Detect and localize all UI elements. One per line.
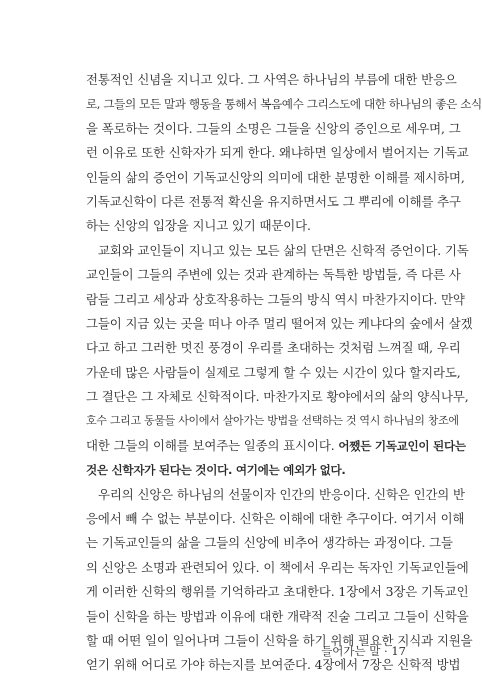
text-line: 게 이러한 신학의 행위를 기억하라고 초대한다. 1장에서 3장은 기독교인 — [86, 584, 469, 600]
text-line: 호수 그리고 동물들 사이에서 살아가는 방법을 선택하는 것 역시 하나님의 창조에 — [86, 414, 459, 428]
text-line: 로, 그들의 모든 말과 행동을 통해서 복음예수 그리스도에 대한 하나님의 좋은 소식 — [86, 97, 482, 112]
text-line: 것은 신학자가 된다는 것이다. 여기에는 예외가 없다. — [86, 463, 346, 478]
text-line: 그 결단은 그 자체로 신학적이다. 마찬가지로 황야에서의 삶의 양식나무, — [86, 389, 469, 405]
text-line: 다고 하고 그러한 멋진 풍경이 우리를 초대하는 것처럼 느껴질 때, 우리 — [86, 340, 461, 356]
page-footer — [321, 643, 406, 659]
text-line: 전통적인 신념을 지니고 있다. 그 사역은 하나님의 부름에 대한 반응으 — [86, 72, 457, 87]
text-line: 런 이유로 또한 신학자가 되게 한다. 왜냐하면 일상에서 벌어지는 기독교 — [86, 145, 469, 161]
text-line: 을 폭로하는 것이다. 그들의 소명은 그들을 신앙의 증인으로 세우며, 그 — [86, 120, 461, 136]
text-line: 할 때 어떤 일이 일어나며 그들이 신학을 하기 위해 필요한 지식과 지원을 — [86, 632, 473, 648]
body-text — [86, 68, 482, 678]
text-line: 인들의 삶의 증언이 기독교신앙의 의미에 대한 분명한 이해를 제시하며, — [86, 169, 465, 185]
text-line: 들이 신학을 하는 방법과 이유에 대한 개략적 진술 그리고 그들이 신학을 — [86, 608, 469, 624]
text-line: 교회와 교인들이 지니고 있는 모든 삶의 단면은 신학적 증언이다. 기독 — [98, 242, 469, 258]
text-line-start: 대한 그들의 이해를 보여주는 일종의 표시이다. — [86, 437, 339, 453]
footer-separator: · — [384, 644, 388, 658]
text-line: 하는 신앙의 입장을 지니고 있기 때문이다. — [86, 218, 311, 234]
text-line: 우리의 신앙은 하나님의 선물이자 인간의 반응이다. 신학은 인간의 반 — [98, 486, 465, 502]
section-title: 들어가는 말 — [321, 644, 381, 658]
text-line: 얻기 위해 어디로 가야 하는지를 보여준다. 4장에서 7장은 신학적 방법 — [86, 657, 461, 673]
text-line: 그들이 지금 있는 곳을 떠나 아주 멀리 떨어져 있는 케냐다의 숲에서 살겠 — [86, 315, 473, 331]
page-number: 17 — [391, 644, 406, 658]
text-line: 가운데 많은 사람들이 실제로 그렇게 할 수 있는 시간이 있다 할지라도, — [86, 364, 461, 380]
text-line: 의 신앙은 소명과 관련되어 있다. 이 책에서 우리는 독자인 기독교인들에 — [86, 559, 469, 575]
emphasis-text: 어쨌든 기독교인이 된다는 — [338, 438, 466, 453]
text-line: 람들 그리고 세상과 상호작용하는 그들의 방식 역시 마찬가지이다. 만약 — [86, 291, 465, 307]
text-line: 교인들이 그들의 주변에 있는 것과 관계하는 독특한 방법들, 즉 다른 사 — [86, 267, 461, 283]
text-line: 는 기독교인들의 삶을 그들의 신앙에 비추어 생각하는 과정이다. 그들 — [86, 535, 453, 551]
text-line: 응에서 빼 수 없는 부분이다. 신학은 이해에 대한 추구이다. 여기서 이해 — [86, 511, 465, 527]
text-line — [86, 434, 466, 458]
text-line: 기독교신학이 다른 전통적 확신을 유지하면서도 그 뿌리에 이해를 추구 — [86, 193, 461, 209]
